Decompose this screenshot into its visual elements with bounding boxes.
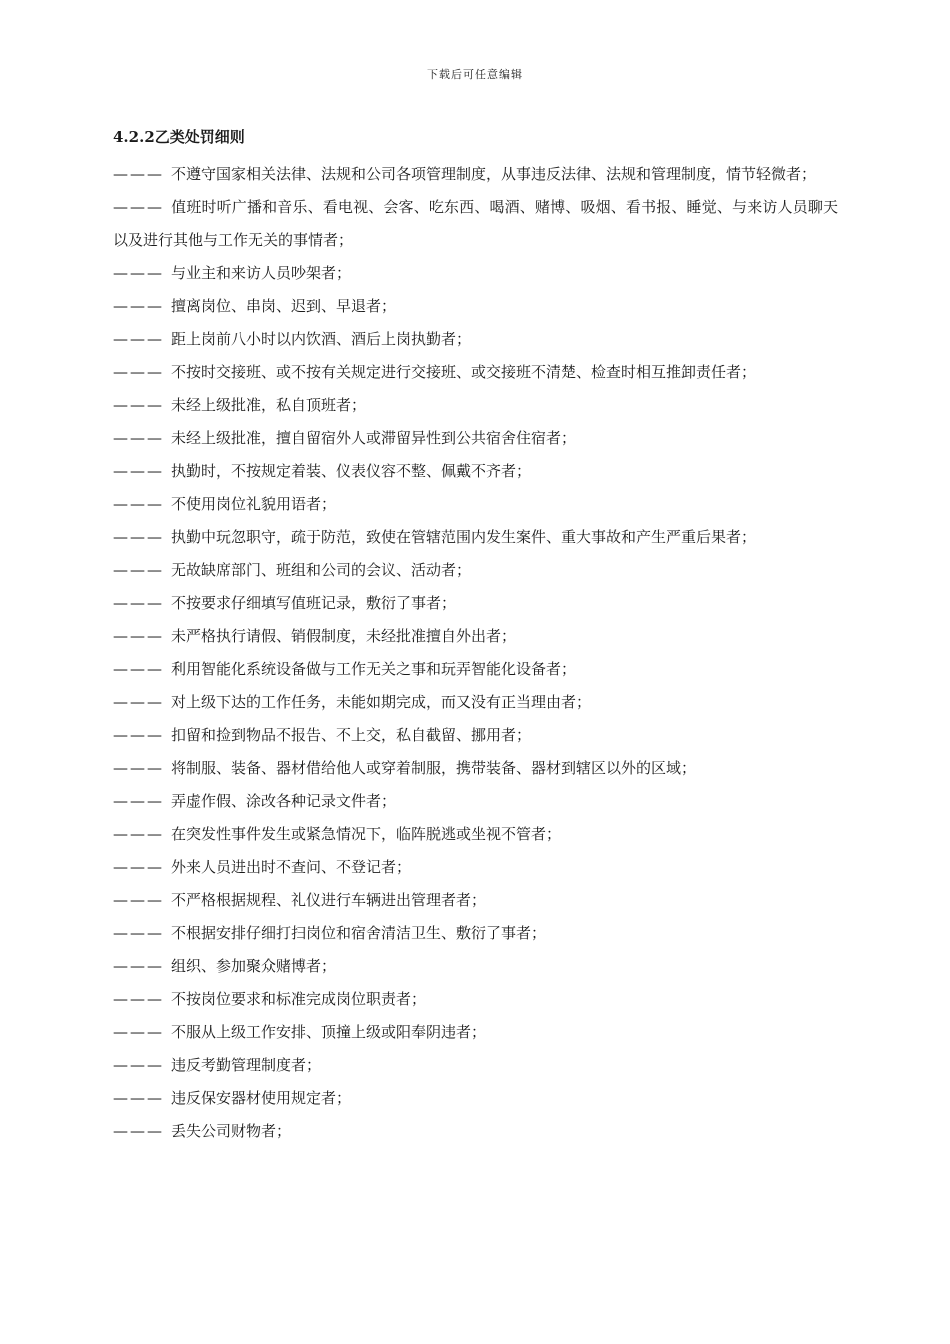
dash-marker: ——— bbox=[113, 264, 164, 282]
rule-item bbox=[113, 158, 838, 191]
rule-text: 与业主和来访人员吵架者； bbox=[171, 264, 352, 282]
rule-item bbox=[113, 686, 838, 719]
rule-item bbox=[113, 851, 838, 884]
rule-item bbox=[113, 983, 838, 1016]
dash-marker: ——— bbox=[113, 561, 164, 579]
rule-text: 值班时听广播和音乐、看电视、会客、吃东西、喝酒、赌博、吸烟、看书报、睡觉、与来访人员聊天以及进行其他与工作无关的事情者； bbox=[113, 198, 838, 249]
rule-text: 未严格执行请假、销假制度，未经批准擅自外出者； bbox=[171, 627, 517, 645]
document-body bbox=[113, 126, 838, 1148]
dash-marker: ——— bbox=[113, 1023, 164, 1041]
rule-item bbox=[113, 1049, 838, 1082]
rule-text: 不按要求仔细填写值班记录，敷衍了事者； bbox=[171, 594, 457, 612]
rule-text: 不服从上级工作安排、顶撞上级或阳奉阴违者； bbox=[171, 1023, 487, 1041]
rule-text: 违反考勤管理制度者； bbox=[171, 1056, 322, 1074]
dash-marker: ——— bbox=[113, 924, 164, 942]
dash-marker: ——— bbox=[113, 660, 164, 678]
rule-text: 对上级下达的工作任务，未能如期完成，而又没有正当理由者； bbox=[171, 693, 592, 711]
rule-text: 外来人员进出时不查问、不登记者； bbox=[171, 858, 412, 876]
rule-item bbox=[113, 323, 838, 356]
rule-item bbox=[113, 620, 838, 653]
dash-marker: ——— bbox=[113, 693, 164, 711]
rule-item bbox=[113, 950, 838, 983]
rule-item bbox=[113, 488, 838, 521]
rule-item bbox=[113, 785, 838, 818]
rule-text: 不按岗位要求和标准完成岗位职责者； bbox=[171, 990, 427, 1008]
dash-marker: ——— bbox=[113, 462, 164, 480]
dash-marker: ——— bbox=[113, 429, 164, 447]
dash-marker: ——— bbox=[113, 396, 164, 414]
rule-text: 未经上级批准，私自顶班者； bbox=[171, 396, 367, 414]
rule-text: 违反保安器材使用规定者； bbox=[171, 1089, 352, 1107]
dash-marker: ——— bbox=[113, 858, 164, 876]
rule-text: 无故缺席部门、班组和公司的会议、活动者； bbox=[171, 561, 472, 579]
rule-text: 丢失公司财物者； bbox=[171, 1122, 292, 1140]
rule-text: 不严格根据规程、礼仪进行车辆进出管理者者； bbox=[171, 891, 487, 909]
rule-text: 不遵守国家相关法律、法规和公司各项管理制度，从事违反法律、法规和管理制度，情节轻微者； bbox=[171, 165, 817, 183]
rule-item bbox=[113, 719, 838, 752]
rule-text: 不按时交接班、或不按有关规定进行交接班、或交接班不清楚、检查时相互推卸责任者； bbox=[171, 363, 757, 381]
rule-text: 不使用岗位礼貌用语者； bbox=[171, 495, 337, 513]
dash-marker: ——— bbox=[113, 627, 164, 645]
dash-marker: ——— bbox=[113, 759, 164, 777]
rule-item bbox=[113, 587, 838, 620]
rule-text: 不根据安排仔细打扫岗位和宿舍清洁卫生、敷衍了事者； bbox=[171, 924, 547, 942]
rule-item bbox=[113, 884, 838, 917]
rule-item bbox=[113, 917, 838, 950]
dash-marker: ——— bbox=[113, 726, 164, 744]
rule-item bbox=[113, 521, 838, 554]
section-title: 4.2.2乙类处罚细则 bbox=[113, 128, 245, 146]
rule-text: 将制服、装备、器材借给他人或穿着制服，携带装备、器材到辖区以外的区域； bbox=[171, 759, 697, 777]
rule-item bbox=[113, 191, 838, 257]
dash-marker: ——— bbox=[113, 330, 164, 348]
rule-item bbox=[113, 356, 838, 389]
rule-item bbox=[113, 422, 838, 455]
dash-marker: ——— bbox=[113, 198, 164, 216]
rule-list bbox=[113, 158, 838, 1148]
rule-item bbox=[113, 752, 838, 785]
dash-marker: ——— bbox=[113, 792, 164, 810]
rule-text: 距上岗前八小时以内饮酒、酒后上岗执勤者； bbox=[171, 330, 472, 348]
rule-text: 未经上级批准，擅自留宿外人或滞留异性到公共宿舍住宿者； bbox=[171, 429, 577, 447]
rule-text: 组织、参加聚众赌博者； bbox=[171, 957, 337, 975]
dash-marker: ——— bbox=[113, 1089, 164, 1107]
dash-marker: ——— bbox=[113, 528, 164, 546]
dash-marker: ——— bbox=[113, 891, 164, 909]
rule-text: 擅离岗位、串岗、迟到、早退者； bbox=[171, 297, 397, 315]
rule-item bbox=[113, 653, 838, 686]
dash-marker: ——— bbox=[113, 1122, 164, 1140]
dash-marker: ——— bbox=[113, 297, 164, 315]
dash-marker: ——— bbox=[113, 825, 164, 843]
dash-marker: ——— bbox=[113, 165, 164, 183]
rule-item bbox=[113, 257, 838, 290]
dash-marker: ——— bbox=[113, 990, 164, 1008]
rule-text: 利用智能化系统设备做与工作无关之事和玩弄智能化设备者； bbox=[171, 660, 577, 678]
rule-text: 执勤时，不按规定着装、仪表仪容不整、佩戴不齐者； bbox=[171, 462, 532, 480]
rule-item bbox=[113, 1016, 838, 1049]
rule-text: 扣留和捡到物品不报告、不上交，私自截留、挪用者； bbox=[171, 726, 532, 744]
dash-marker: ——— bbox=[113, 495, 164, 513]
rule-text: 弄虚作假、涂改各种记录文件者； bbox=[171, 792, 397, 810]
rule-item bbox=[113, 1115, 838, 1148]
rule-item bbox=[113, 290, 838, 323]
rule-item bbox=[113, 818, 838, 851]
dash-marker: ——— bbox=[113, 957, 164, 975]
dash-marker: ——— bbox=[113, 594, 164, 612]
rule-item bbox=[113, 1082, 838, 1115]
rule-item bbox=[113, 554, 838, 587]
dash-marker: ——— bbox=[113, 363, 164, 381]
rule-item bbox=[113, 455, 838, 488]
rule-text: 执勤中玩忽职守，疏于防范，致使在管辖范围内发生案件、重大事故和产生严重后果者； bbox=[171, 528, 757, 546]
page-header-note: 下载后可任意编辑 bbox=[427, 68, 523, 81]
rule-item bbox=[113, 389, 838, 422]
dash-marker: ——— bbox=[113, 1056, 164, 1074]
rule-text: 在突发性事件发生或紧急情况下，临阵脱逃或坐视不管者； bbox=[171, 825, 562, 843]
